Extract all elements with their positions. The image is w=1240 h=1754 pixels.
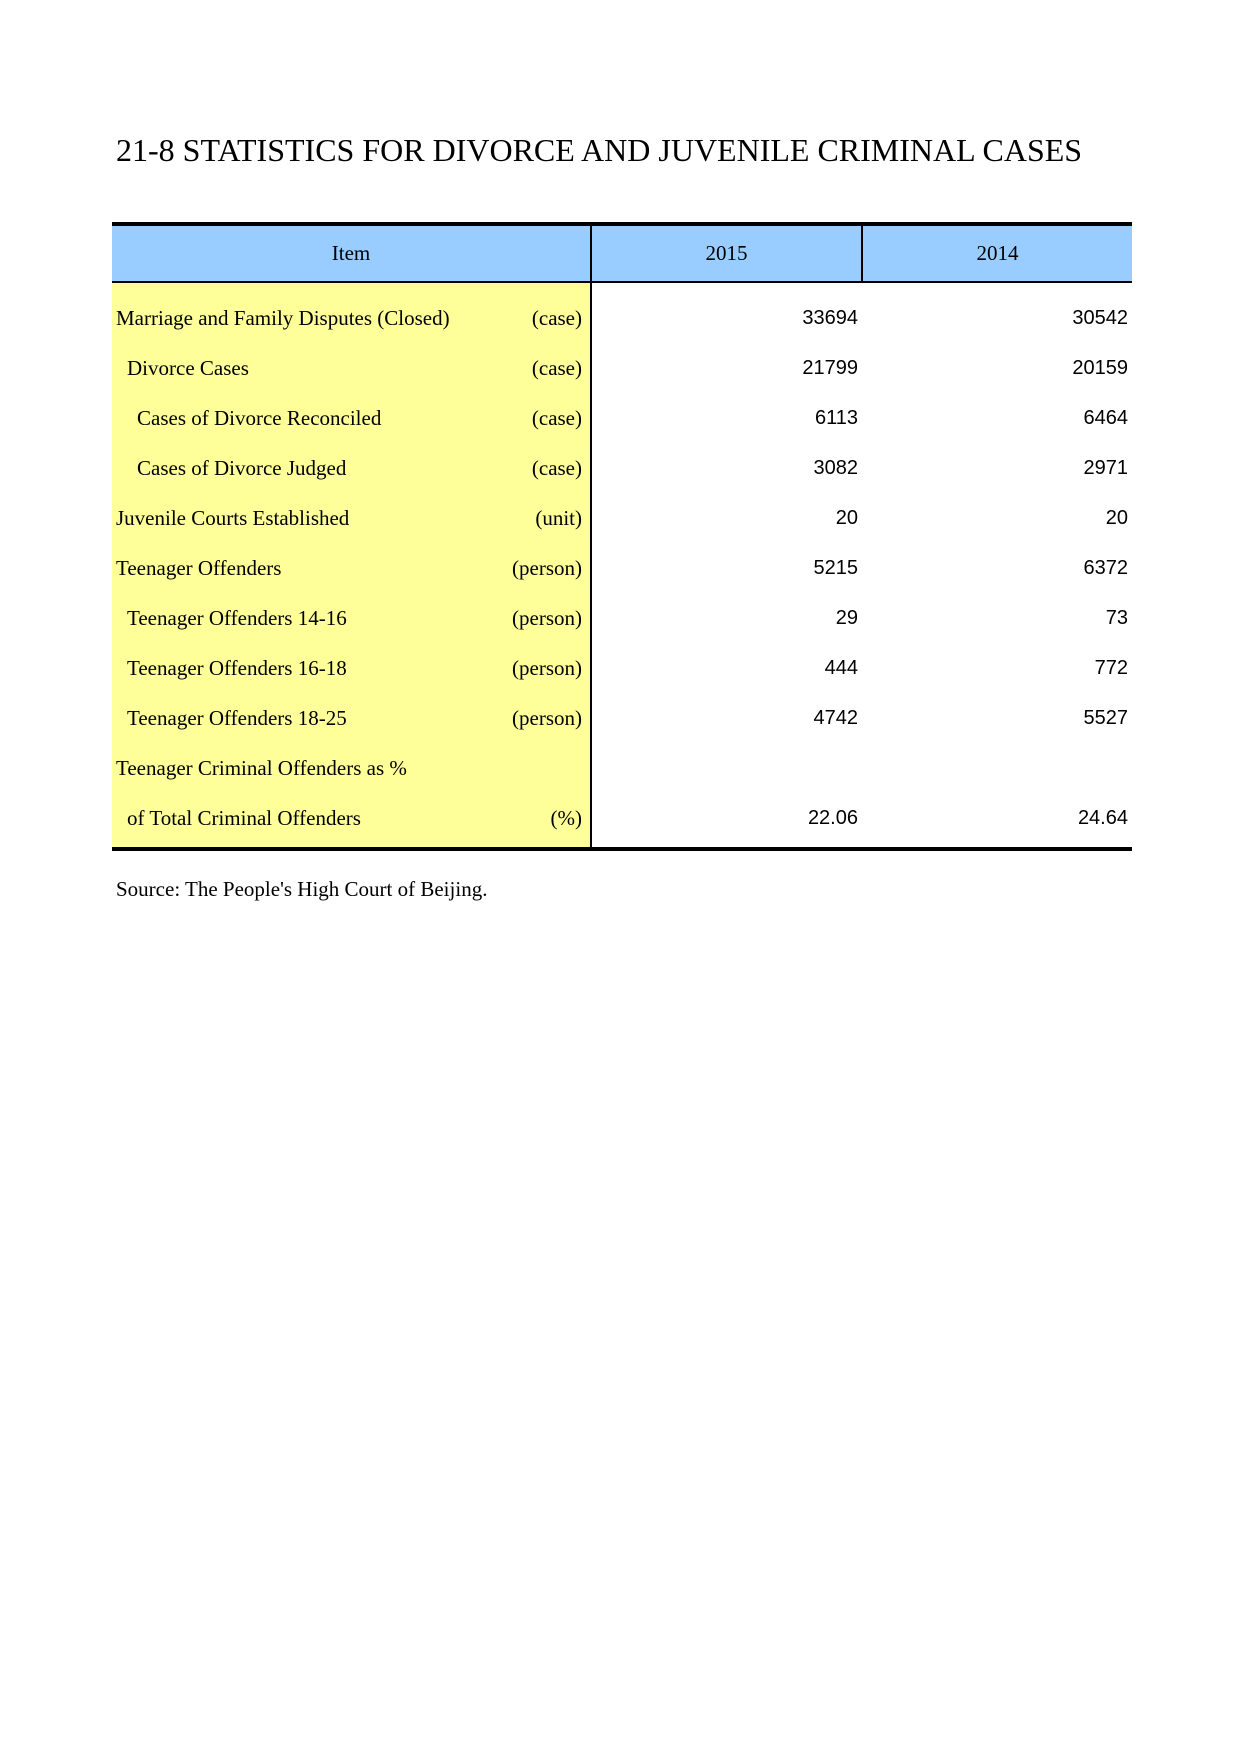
table-row <box>112 593 1132 643</box>
value-2015: 29 <box>835 606 858 629</box>
row-item-cell <box>112 643 591 693</box>
row-item-cell <box>112 443 591 493</box>
value-2015: 20 <box>835 506 858 529</box>
row-label: Teenager Offenders 14-16 <box>127 605 347 630</box>
row-unit: (unit) <box>535 505 582 530</box>
row-item-cell <box>112 743 591 793</box>
row-label: Teenager Criminal Offenders as % <box>116 755 407 780</box>
value-2015: 4742 <box>813 706 858 729</box>
table-row <box>112 543 1132 593</box>
header-2015: 2015 <box>591 224 862 282</box>
table-row <box>112 493 1132 543</box>
table-header-row <box>112 224 1132 282</box>
value-2014: 30542 <box>1072 306 1128 329</box>
row-label: Teenager Offenders 18-25 <box>127 705 347 730</box>
value-2015: 21799 <box>802 356 858 379</box>
value-2014: 24.64 <box>862 793 1132 849</box>
value-2014: 20 <box>1105 506 1128 529</box>
value-2015: 5215 <box>813 556 858 579</box>
value-2015: 33694 <box>802 306 858 329</box>
table-row <box>112 793 1132 849</box>
table-row <box>112 443 1132 493</box>
table-row <box>112 393 1132 443</box>
row-label: Cases of Divorce Reconciled <box>137 405 382 430</box>
row-unit: (case) <box>531 305 582 330</box>
value-2015: 3082 <box>813 456 858 479</box>
value-2015: 444 <box>824 656 858 679</box>
row-unit: (person) <box>512 655 582 680</box>
page-title: 21-8 STATISTICS FOR DIVORCE AND JUVENILE CRIMINAL CASES <box>116 132 1083 168</box>
value-2015: 22.06 <box>591 793 862 849</box>
header-2014: 2014 <box>862 224 1132 282</box>
row-item-cell <box>112 493 591 543</box>
value-2014: 772 <box>1094 656 1128 679</box>
statistics-table-container <box>112 222 1132 851</box>
row-label: Juvenile Courts Established <box>116 505 350 530</box>
value-2014: 6372 <box>1083 556 1128 579</box>
statistics-table <box>112 222 1132 851</box>
row-unit: (person) <box>512 555 582 580</box>
row-unit: (%) <box>550 805 582 830</box>
row-item-cell <box>112 343 591 393</box>
value-2015 <box>591 743 862 793</box>
row-label: Teenager Offenders 16-18 <box>127 655 347 680</box>
row-label: Marriage and Family Disputes (Closed) <box>116 305 450 330</box>
row-item-cell <box>112 393 591 443</box>
row-label: of Total Criminal Offenders <box>127 805 361 830</box>
header-item: Item <box>112 224 591 282</box>
row-label: Cases of Divorce Judged <box>137 455 347 480</box>
row-item-cell <box>112 593 591 643</box>
row-item-cell <box>112 793 591 849</box>
table-row <box>112 743 1132 793</box>
row-unit: (case) <box>531 405 582 430</box>
row-item-cell <box>112 543 591 593</box>
row-item-cell <box>112 693 591 743</box>
value-2014: 6464 <box>1083 406 1128 429</box>
row-unit: (case) <box>531 355 582 380</box>
value-2015: 6113 <box>814 406 858 429</box>
value-2014: 20159 <box>1072 356 1128 379</box>
table-row <box>112 693 1132 743</box>
row-item-cell <box>112 282 591 343</box>
value-2014: 73 <box>1105 606 1128 629</box>
row-label: Teenager Offenders <box>116 555 282 580</box>
value-2014: 5527 <box>1083 706 1128 729</box>
row-unit: (person) <box>512 705 582 730</box>
table-row <box>112 643 1132 693</box>
value-2014: 2971 <box>1083 456 1128 479</box>
row-label: Divorce Cases <box>127 355 249 380</box>
source-note: Source: The People's High Court of Beijing. <box>116 877 488 901</box>
value-2014 <box>862 743 1132 793</box>
row-unit: (case) <box>531 455 582 480</box>
row-unit: (person) <box>512 605 582 630</box>
table-row <box>112 343 1132 393</box>
table-body <box>112 282 1132 849</box>
table-row <box>112 282 1132 343</box>
